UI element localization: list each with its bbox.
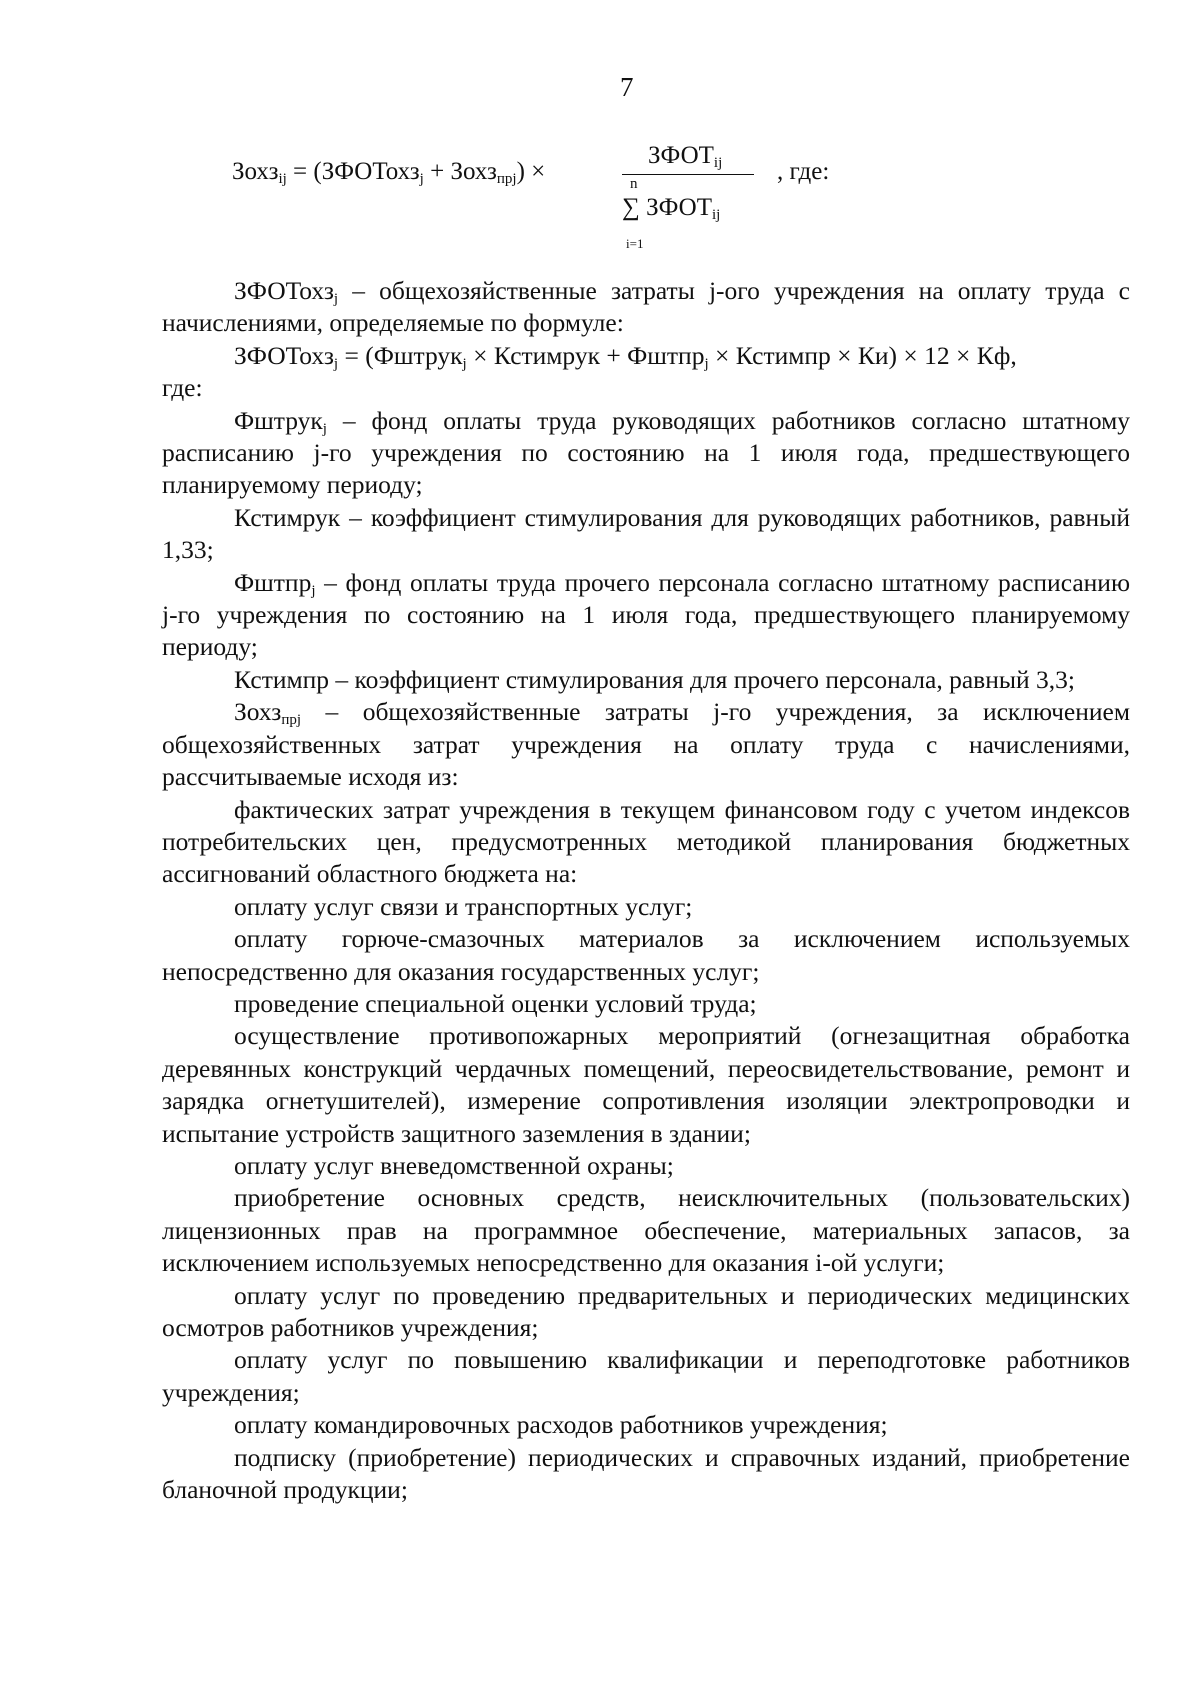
sum-upper-limit: n (630, 176, 638, 192)
page-number: 7 (620, 72, 634, 102)
list-item: подписку (приобретение) периодических и справочных изданий, приобретение бланочной продукции; (162, 1442, 1130, 1505)
fraction-numerator: $ЗФОТ_{ij}$ (648, 142, 723, 171)
formula-left-side: Зохз$_{ij}$ = (ЗФОТохз$_j$ + Зохз$_{прj}$) × (232, 158, 546, 187)
list-item: приобретение основных средств, неисключительных (пользовательских) лицензионных прав на программное обеспечение, материальных запасов, за исключением используемых непосредственно для оказания i-ой услуги; (162, 1183, 1130, 1278)
paragraph: Зохз$_{прj}$ – общехозяйственные затраты j-го учреждения, за исключением общехозяйственных затрат учреждения на оплату труда с начислениями, рассчитываемые исходя из: (162, 697, 1130, 792)
list-item: оплату услуг по проведению предварительных и периодических медицинских осмотров работников учреждения; (162, 1280, 1130, 1342)
list-item: проведение специальной оценки условий труда; (234, 988, 757, 1018)
paragraph: Кстимрук – коэффициент стимулирования для руководящих работников, равный 1,33; (162, 502, 1130, 565)
paragraph: Кстимпр – коэффициент стимулирования для прочего персонала, равный 3,3; (234, 664, 1075, 694)
list-item: оплату командировочных расходов работников учреждения; (234, 1410, 888, 1440)
fraction-denominator: ∑ $ЗФОТ_{ij}$ (622, 194, 721, 223)
paragraph: Фштпр$_j$ – фонд оплаты труда прочего персонала согласно штатному расписанию j-го учреждения по состоянию на 1 июля года, предшествующего планируемому периоду; (162, 567, 1130, 662)
paragraph: фактических затрат учреждения в текущем финансовом году с учетом индексов потребительских цен, предусмотренных методикой планирования бюджетных ассигнований областного бюджета на: (162, 794, 1130, 889)
salary-cost-formula: ЗФОТохз$_j$ = (Фштрук$_j$ × Кстимрук + Фштпр$_j$ × Кстимпр × Ки) × 12 × Кф, (234, 340, 1017, 372)
paragraph: Фштрук$_j$ – фонд оплаты труда руководящих работников согласно штатному расписанию j-го учреждения по состоянию на 1 июля года, предшествующего планируемому периоду; (162, 405, 1130, 500)
list-item: оплату услуг связи и транспортных услуг; (234, 891, 693, 921)
document-body (162, 275, 1130, 1506)
list-item: оплату услуг вневедомственной охраны; (234, 1150, 674, 1180)
paragraph: ЗФОТохз$_j$ – общехозяйственные затраты j-ого учреждения на оплату труда с начислениями, определяемые по формуле: (162, 276, 1130, 338)
sum-lower-limit: i=1 (626, 236, 644, 251)
list-item: осуществление противопожарных мероприятий (огнезащитная обработка деревянных конструкций чердачных помещений, переосвидетельствование, ремонт и зарядка огнетушителей), измерение сопротивления изоляции электропроводки и испытание устройств защитного заземления в здании; (162, 1021, 1130, 1148)
fraction-bar (622, 174, 754, 175)
list-item: оплату услуг по повышению квалификации и переподготовке работников учреждения; (162, 1345, 1130, 1407)
cost-allocation-formula (232, 138, 1112, 258)
formula-where: , где: (777, 158, 830, 185)
paragraph-where: где: (162, 373, 203, 403)
list-item: оплату горюче-смазочных материалов за исключением используемых непосредственно для оказания государственных услуг; (162, 924, 1130, 986)
